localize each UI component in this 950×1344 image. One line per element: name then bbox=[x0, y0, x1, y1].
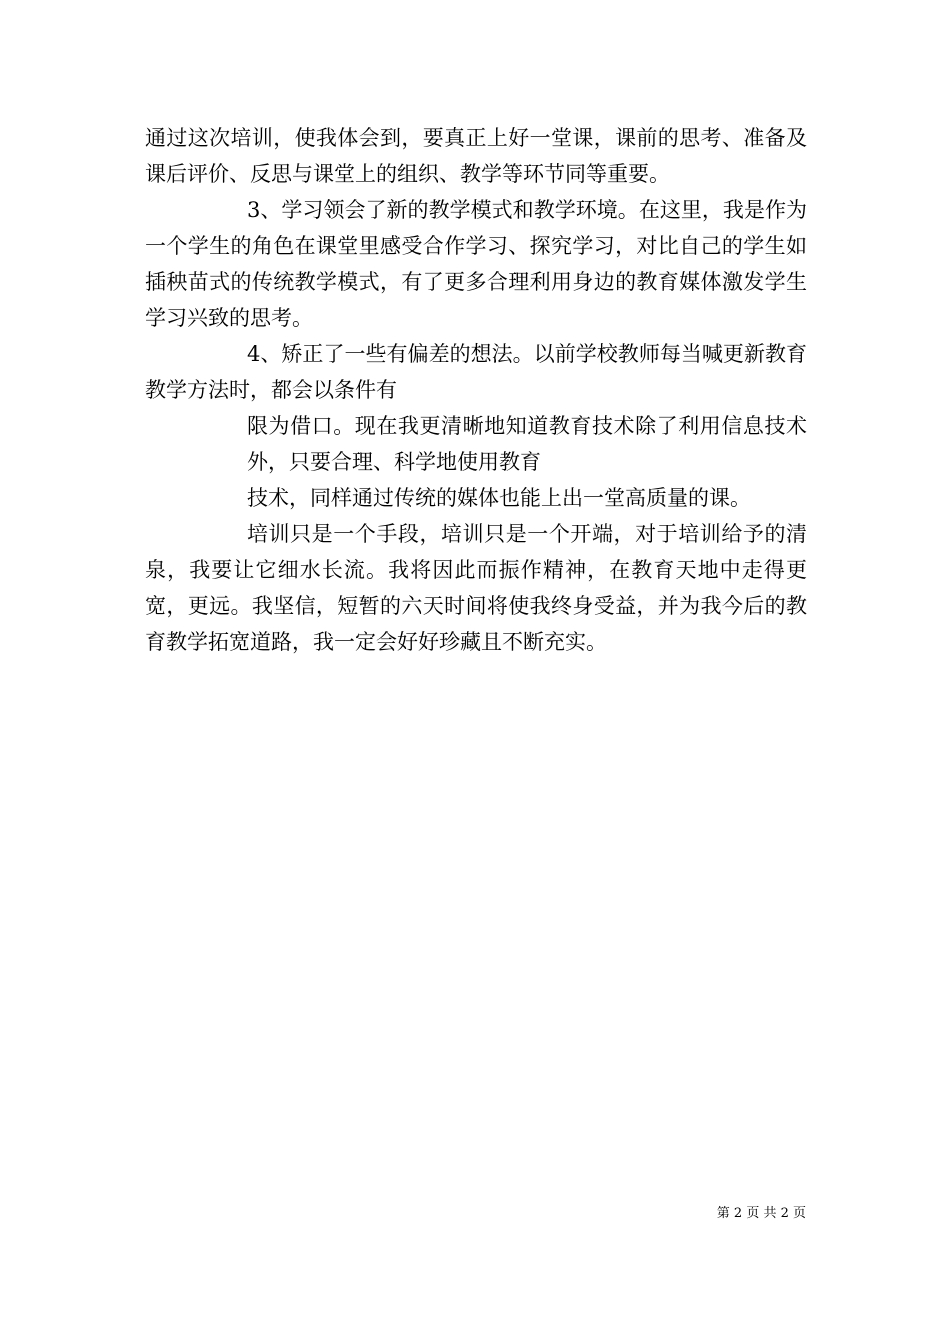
paragraph-point-4: 4、矫正了一些有偏差的想法。以前学校教师每当喊更新教育教学方法时，都会以条件有 bbox=[145, 342, 807, 402]
paragraph-point-3: 3、学习领会了新的教学模式和教学环境。在这里，我是作为一个学生的角色在课堂里感受合作学习、探究学习，对比自己的学生如插秧苗式的传统教学模式，有了更多合理利用身边的教育媒体激发学生学习兴致的思考。 bbox=[145, 198, 807, 330]
paragraph-point-4-end: 技术，同样通过传统的媒体也能上出一堂高质量的课。 bbox=[247, 486, 751, 510]
paragraph-point-4-continued: 限为借口。现在我更清晰地知道教育技术除了利用信息技术外，只要合理、科学地使用教育 bbox=[247, 414, 807, 474]
paragraph-continuation: 通过这次培训，使我体会到，要真正上好一堂课，课前的思考、准备及课后评价、反思与课堂上的组织、教学等环节同等重要。 bbox=[145, 126, 807, 186]
page-number-footer: 第 2 页 共 2 页 bbox=[716, 1206, 806, 1221]
paragraph-conclusion: 培训只是一个手段，培训只是一个开端，对于培训给予的清泉，我要让它细水长流。我将因此而振作精神，在教育天地中走得更宽，更远。我坚信，短暂的六天时间将使我终身受益，并为我今后的教育教学拓宽道路，我一定会好好珍藏且不断充实。 bbox=[145, 522, 807, 654]
document-body bbox=[145, 120, 807, 660]
